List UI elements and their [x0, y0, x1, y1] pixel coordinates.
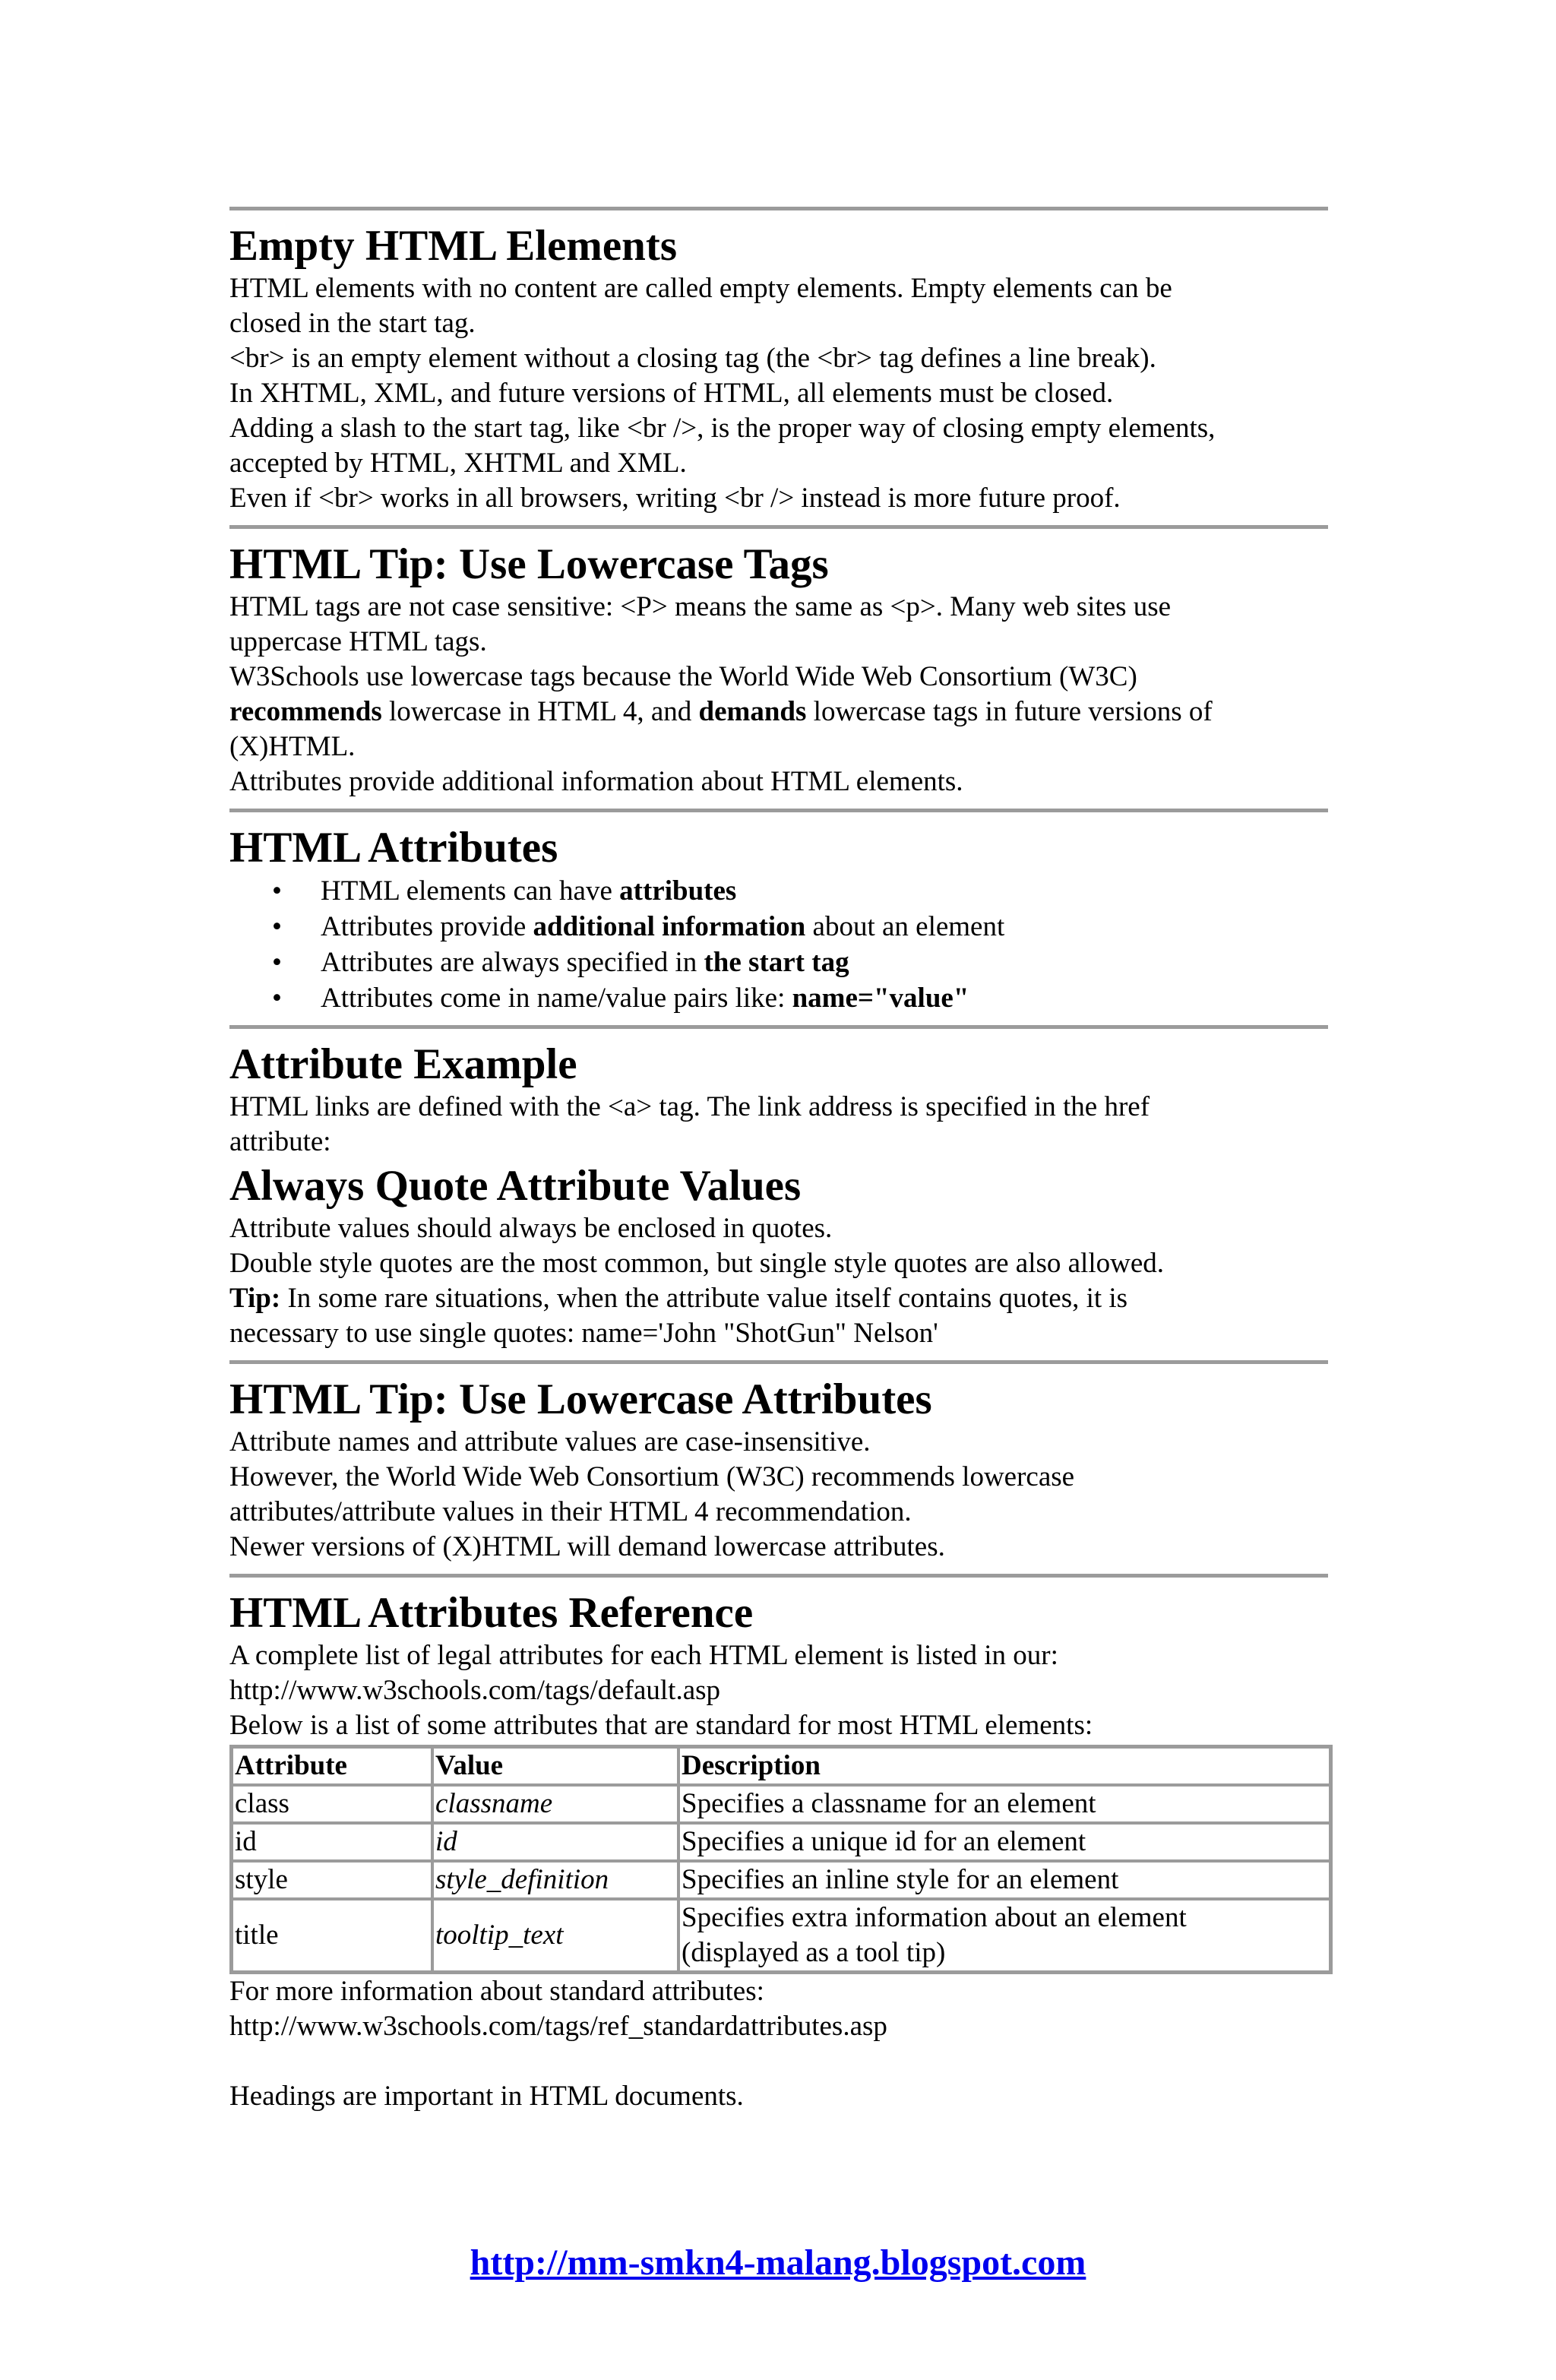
table-header-cell: Value: [432, 1747, 678, 1785]
text-span: Attributes come in name/value pairs like:: [321, 983, 792, 1014]
paragraph-line: Attributes provide additional information about HTML elements.: [229, 766, 963, 797]
table-cell: Specifies an inline style for an element: [678, 1861, 1330, 1899]
horizontal-rule: [229, 1360, 1328, 1364]
reference-url-text: http://www.w3schools.com/tags/ref_standardattributes.asp: [229, 2011, 887, 2042]
text-span: Attributes are always specified in: [321, 947, 704, 978]
horizontal-rule: [229, 809, 1328, 812]
heading-attribute-example: Attribute Example: [229, 1040, 577, 1088]
text-span: lowercase tags in future versions of: [806, 696, 1213, 727]
text-span: about an element: [805, 911, 1005, 942]
list-item: [272, 909, 1328, 945]
bold-text: attributes: [619, 875, 737, 907]
bullet-icon: •: [272, 947, 282, 978]
bold-text: demands: [698, 696, 807, 727]
paragraph-line: In XHTML, XML, and future versions of HTML, all elements must be closed.: [229, 378, 1114, 409]
bold-text: Tip:: [229, 1283, 281, 1314]
paragraph-line: Headings are important in HTML documents.: [229, 2081, 744, 2112]
table-cell: id: [232, 1823, 432, 1861]
bullet-icon: •: [272, 983, 282, 1014]
paragraph-line: HTML elements with no content are called empty elements. Empty elements can be: [229, 273, 1172, 304]
paragraph-line: [229, 1281, 1328, 1316]
section-html-attributes: [229, 823, 1328, 1016]
table-row: [232, 1823, 1330, 1861]
heading-lowercase-tags: HTML Tip: Use Lowercase Tags: [229, 540, 829, 588]
table-cell: Specifies a classname for an element: [678, 1785, 1330, 1823]
cell-line: (displayed as a tool tip): [682, 1937, 946, 1968]
table-cell: classname: [432, 1785, 678, 1823]
text-span: Attributes provide: [321, 911, 533, 942]
bullet-icon: •: [272, 875, 282, 907]
text-span: lowercase in HTML 4, and: [381, 696, 699, 727]
paragraph-line: Newer versions of (X)HTML will demand lowercase attributes.: [229, 1531, 945, 1562]
horizontal-rule: [229, 1025, 1328, 1029]
paragraph-line: accepted by HTML, XHTML and XML.: [229, 448, 687, 479]
table-cell: [678, 1899, 1330, 1972]
paragraph-line: W3Schools use lowercase tags because the World Wide Web Consortium (W3C): [229, 661, 1137, 692]
horizontal-rule: [229, 207, 1328, 210]
footer-blog-link[interactable]: http://mm-smkn4-malang.blogspot.com: [470, 2242, 1086, 2283]
table-row: [232, 1899, 1330, 1972]
paragraph-line: Attribute names and attribute values are case-insensitive.: [229, 1426, 871, 1457]
paragraph-line: attributes/attribute values in their HTML 4 recommendation.: [229, 1496, 912, 1527]
bold-text: recommends: [229, 696, 382, 727]
paragraph-line: Adding a slash to the start tag, like <br />, is the proper way of closing empty elements,: [229, 413, 1216, 444]
section-lowercase-tags: [229, 540, 1328, 799]
section-attributes-reference: [229, 1588, 1328, 2114]
list-item: [272, 873, 1328, 909]
table-header-cell: Attribute: [232, 1747, 432, 1785]
heading-attributes-reference: HTML Attributes Reference: [229, 1589, 754, 1637]
table-cell: style_definition: [432, 1861, 678, 1899]
paragraph-line: Double style quotes are the most common, but single style quotes are also allowed.: [229, 1248, 1164, 1279]
heading-empty-html-elements: Empty HTML Elements: [229, 222, 678, 270]
table-header-cell: Description: [678, 1747, 1330, 1785]
paragraph-line: necessary to use single quotes: name='John "ShotGun" Nelson': [229, 1318, 938, 1349]
list-item: [272, 945, 1328, 980]
paragraph-line: However, the World Wide Web Consortium (W3C) recommends lowercase: [229, 1461, 1075, 1492]
horizontal-rule: [229, 525, 1328, 529]
paragraph-line: [229, 695, 1328, 730]
table-cell: style: [232, 1861, 432, 1899]
reference-url-text: http://www.w3schools.com/tags/default.asp: [229, 1675, 721, 1706]
section-empty-elements: [229, 221, 1328, 516]
paragraph-line: HTML links are defined with the <a> tag. The link address is specified in the href: [229, 1091, 1150, 1122]
section-lowercase-attributes: [229, 1375, 1328, 1565]
bullet-list: [229, 873, 1328, 1016]
attributes-table: [229, 1745, 1333, 1974]
paragraph-line: Attribute values should always be enclosed in quotes.: [229, 1213, 833, 1244]
bullet-icon: •: [272, 911, 282, 942]
footer: [0, 2240, 1556, 2286]
table-row: [232, 1785, 1330, 1823]
table-header-row: [232, 1747, 1330, 1785]
table-cell: Specifies a unique id for an element: [678, 1823, 1330, 1861]
paragraph-line: HTML tags are not case sensitive: <P> means the same as <p>. Many web sites use: [229, 591, 1172, 622]
document-page: [229, 207, 1328, 2114]
paragraph-line: A complete list of legal attributes for each HTML element is listed in our:: [229, 1640, 1058, 1671]
bold-text: additional information: [533, 911, 806, 942]
heading-html-attributes: HTML Attributes: [229, 824, 558, 872]
table-row: [232, 1861, 1330, 1899]
paragraph-line: uppercase HTML tags.: [229, 626, 487, 657]
bold-text: the start tag: [704, 947, 849, 978]
paragraph-line: attribute:: [229, 1126, 331, 1157]
table-cell: tooltip_text: [432, 1899, 678, 1972]
paragraph-line: <br> is an empty element without a closing tag (the <br> tag defines a line break).: [229, 343, 1156, 374]
heading-always-quote-values: Always Quote Attribute Values: [229, 1162, 802, 1210]
cell-line: Specifies extra information about an element: [682, 1902, 1187, 1933]
paragraph-line: (X)HTML.: [229, 731, 356, 762]
paragraph-line: For more information about standard attributes:: [229, 1976, 764, 2007]
section-attribute-example: [229, 1040, 1328, 1351]
paragraph-line: Below is a list of some attributes that are standard for most HTML elements:: [229, 1710, 1093, 1741]
text-span: HTML elements can have: [321, 875, 620, 907]
horizontal-rule: [229, 1574, 1328, 1578]
table-cell: class: [232, 1785, 432, 1823]
paragraph-line: Even if <br> works in all browsers, writing <br /> instead is more future proof.: [229, 483, 1121, 514]
table-cell: id: [432, 1823, 678, 1861]
paragraph-line: closed in the start tag.: [229, 308, 476, 339]
list-item: [272, 980, 1328, 1016]
heading-lowercase-attributes: HTML Tip: Use Lowercase Attributes: [229, 1375, 932, 1423]
text-span: In some rare situations, when the attribute value itself contains quotes, it is: [280, 1283, 1128, 1314]
table-cell: title: [232, 1899, 432, 1972]
bold-text: name="value": [792, 983, 969, 1014]
